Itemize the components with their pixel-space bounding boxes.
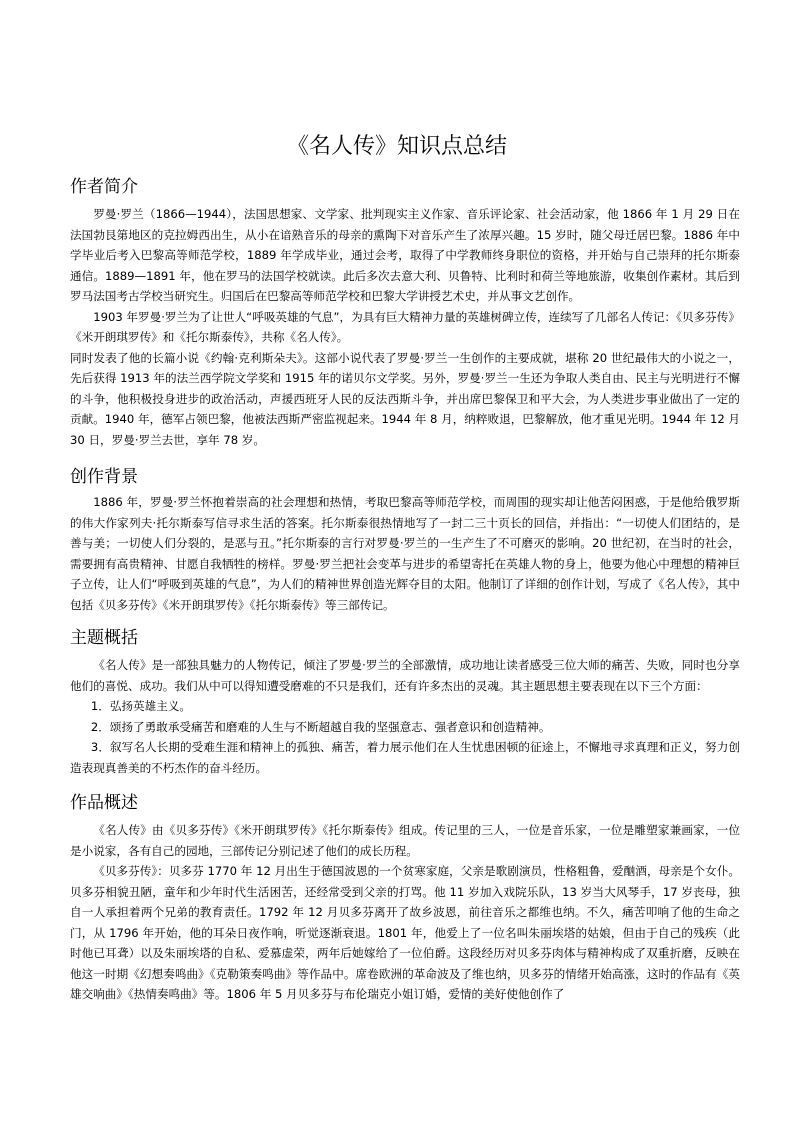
section-heading-theme: 主题概括 bbox=[70, 628, 138, 648]
list-item: 2．颂扬了勇敢承受痛苦和磨难的人生与不断超越自我的坚强意志、强者意识和创造精神。 bbox=[90, 719, 551, 734]
paragraph: 同时发表了他的长篇小说《约翰·克利斯朵夫》。这部小说代表了罗曼·罗兰一生创作的主要成就，堪称 20 世纪最伟大的小说之一，先后获得 1913 年的法兰西学院文学奖和 1915 年的诺贝尔文学奖。另外，罗曼·罗兰一生还为争取人类自由、民主与光明进行不懈的斗争，他积极投身进步的政治活动，声援西班牙人民的反法西斯斗争，并出席巴黎保卫和平大会，为人类进步事业做出了一定的贡献。1940 年，德军占领巴黎，他被法西斯严密监视起来。1944 年 8 月，纳粹败退，巴黎解放，他才重见光明。1944 年 12 月 30 日，罗曼·罗兰去世，享年 78 岁。 bbox=[70, 350, 740, 447]
section-heading-author: 作者简介 bbox=[70, 177, 138, 197]
paragraph: 《贝多芬传》：贝多芬 1770 年 12 月出生于德国波恩的一个贫寒家庭，父亲是歌剧演员，性格粗鲁，爱酗酒，母亲是个女仆。贝多芬相貌丑陋，童年和少年时代生活困苦，还经常受到父亲的打骂。他 11 岁加入戏院乐队，13 岁当大风琴手，17 岁丧母，独自一人承担着两个兄弟的教育责任。1792 年 12 月贝多芬离开了故乡波恩，前往音乐之都维也纳。不久，痛苦叩响了他的生命之门，从 1796 年开始，他的耳朵日夜作响，听觉逐渐衰退。1801 年，他爱上了一位名叫朱丽埃塔的姑娘，但由于自己的残疾（此时他已耳聋）以及朱丽埃塔的自私、爱慕虚荣，两年后她嫁给了一位伯爵。这段经历对贝多芬肉体与精神构成了双重折磨，反映在他这一时期《幻想奏鸣曲》《克勒策奏鸣曲》等作品中。席卷欧洲的革命波及了维也纳，贝多芬的情绪开始高涨，这时的作品有《英雄交响曲》《热情奏鸣曲》等。1806 年 5 月贝多芬与布伦瑞克小姐订婚，爱情的美好使他创作了 bbox=[70, 864, 740, 1001]
section-body-author bbox=[70, 204, 740, 450]
list-item: 1．弘扬英雄主义。 bbox=[90, 699, 192, 713]
section-body-theme bbox=[70, 655, 740, 778]
section-heading-background: 创作背景 bbox=[70, 467, 138, 487]
paragraph: 1903 年罗曼·罗兰为了让世人“呼吸英雄的气息”，为具有巨大精神力量的英雄树碑立传，连续写了几部名人传记：《贝多芬传》《米开朗琪罗传》和《托尔斯泰传》，共称《名人传》。 bbox=[70, 309, 740, 344]
section-body-overview bbox=[70, 820, 740, 1005]
paragraph: 1886 年，罗曼·罗兰怀抱着崇高的社会理想和热情，考取巴黎高等师范学校，而周围的现实却让他苦闷困惑，于是他给俄罗斯的伟大作家列夫·托尔斯泰写信寻求生活的答案。托尔斯泰很热情地写了一封二三十页长的回信，并指出：“一切使人们团结的，是善与美；一切使人们分裂的，是恶与丑。”托尔斯泰的言行对罗曼·罗兰的一生产生了不可磨灭的影响。20 世纪初，在当时的社会，需要拥有高贵精神、甘愿自我牺牲的榜样。罗曼·罗兰把社会变革与进步的希望寄托在英雄人物的身上，他要为他心中理想的精神巨子立传，让人们“呼吸到英雄的气息”，为人们的精神世界创造光辉夺目的太阳。他制订了详细的创作计划，写成了《名人传》，其中包括《贝多芬传》《米开朗琪罗传》《托尔斯泰传》等三部传记。 bbox=[70, 495, 740, 612]
list-item: 3．叙写名人长期的受难生涯和精神上的孤独、痛苦，着力展示他们在人生忧患困顿的征途上，不懈地寻求真理和正义，努力创造表现真善美的不朽杰作的奋斗经历。 bbox=[70, 740, 740, 775]
paragraph: 《名人传》由《贝多芬传》《米开朗琪罗传》《托尔斯泰传》组成。传记里的三人，一位是音乐家，一位是雕塑家兼画家，一位是小说家，各有自己的园地，三部传记分别记述了他们的成长历程。 bbox=[70, 823, 740, 858]
section-body-background bbox=[70, 492, 740, 615]
page-title: 《名人传》知识点总结 bbox=[286, 134, 507, 159]
paragraph: 《名人传》是一部独具魅力的人物传记，倾注了罗曼·罗兰的全部激情，成功地让读者感受三位大师的痛苦、失败，同时也分享他们的喜悦、成功。我们从中可以得知遭受磨难的不只是我们，还有许多杰出的灵魂。其主题思想主要表现在以下三个方面： bbox=[70, 658, 740, 693]
paragraph: 罗曼·罗兰（1866—1944），法国思想家、文学家、批判现实主义作家、音乐评论家、社会活动家，他 1866 年 1 月 29 日在法国勃艮第地区的克拉姆西出生，从小在谙熟音乐的母亲的熏陶下对音乐产生了浓厚兴趣。15 岁时，随父母迁居巴黎。1886 年中学毕业后考入巴黎高等师范学校，1889 年学成毕业，通过会考，取得了中学教师终身职位的资格，并开始与自己崇拜的托尔斯泰通信。1889—1891 年，他在罗马的法国学校就读。此后多次去意大利、贝鲁特、比利时和荷兰等地旅游，收集创作素材。其后到罗马法国考古学校当研究生。归国后在巴黎高等师范学校和巴黎大学讲授艺术史，并从事文艺创作。 bbox=[70, 207, 740, 303]
section-heading-overview: 作品概述 bbox=[70, 793, 138, 813]
